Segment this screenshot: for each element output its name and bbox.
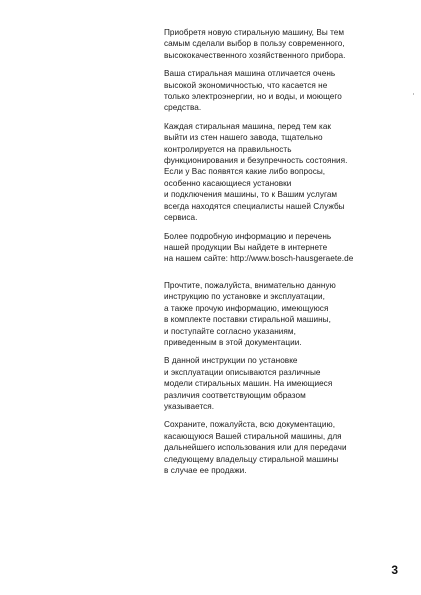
paragraph-purchase: Приобретя новую стиральную машину, Вы тем самым сделали выбор в пользу современного, высококачественного хозяйственного прибора. (164, 28, 346, 60)
paragraph-read-instructions: Прочтите, пожалуйста, внимательно данную инструкцию по установке и эксплуатации, а также прочую информацию, имеющуюся в комплекте поставки стиральной машины, и поступайте согласно указаниям, приведенным в этой документации. (164, 281, 336, 348)
paragraph-quality-control: Каждая стиральная машина, перед тем как выйти из стен нашего завода, тщательно контролируется на правильность функционирования и безупречность состояния. Если у Вас появятся какие либо вопросы, особенно касающиеся установки и подключения машины, то к Вашим услугам всегда находятся специалисты нашей Службы сервиса. (164, 121, 348, 223)
scan-edge-mark (413, 93, 414, 95)
page-number: 3 (391, 563, 398, 577)
paragraph-website: Более подробную информацию и перечень нашей продукции Вы найдете в интернете на нашем сайте: http://www.bosch-hausgeraete.de (164, 231, 354, 264)
paragraph-models: В данной инструкции по установке и эксплуатации описываются различные модели стиральных машин. На имеющиеся различия соответствующим образом указывается. (164, 356, 333, 412)
instructions-section (164, 280, 396, 484)
paragraph-economy: Ваша стиральная машина отличается очень высокой экономичностью, что касается не только электроэнергии, но и воды, и моющего средства. (164, 69, 342, 113)
paragraph-keep-documents: Сохраните, пожалуйста, всю документацию, касающуюся Вашей стиральной машины, для дальнейшего использования или для передачи следующему владельцу стиральной машины в случае ее продажи. (164, 420, 347, 476)
intro-section (164, 27, 396, 272)
